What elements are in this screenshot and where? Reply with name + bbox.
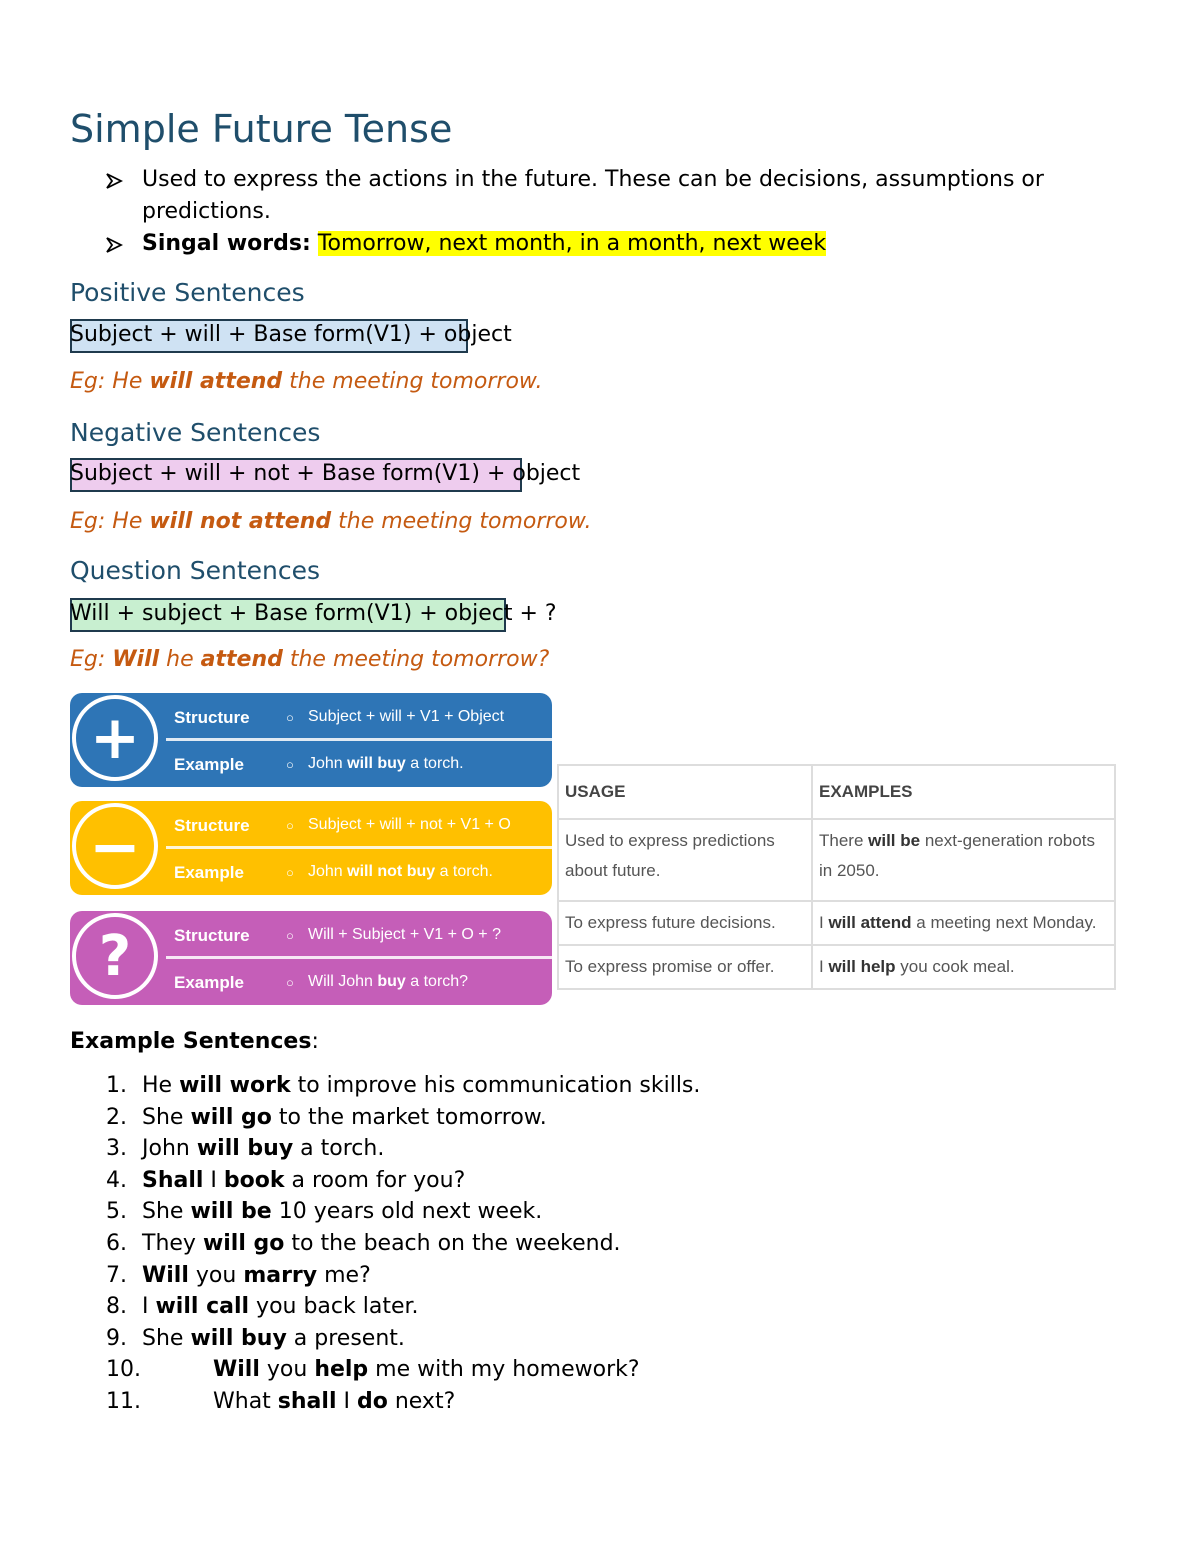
examples-heading: Example Sentences: <box>70 1029 319 1054</box>
list-number: 1. <box>106 1073 127 1098</box>
heading-positive: Positive Sentences <box>70 278 305 307</box>
table-cell-example: I will attend a meeting next Monday. <box>812 901 1115 945</box>
signal-words-highlight: Tomorrow, next month, in a month, next week <box>317 231 827 256</box>
card-example-label: Example <box>174 863 244 882</box>
list-number: 8. <box>106 1294 127 1320</box>
usage-table <box>557 764 1116 990</box>
card-example-label: Example <box>174 973 244 992</box>
table-header: EXAMPLES <box>812 765 1115 819</box>
formula-rest-text: object <box>443 322 512 347</box>
table-cell-usage: To express promise or offer. <box>558 945 812 989</box>
table-cell-example: There will be next-generation robots in 2050. <box>812 819 1115 901</box>
card-negative <box>70 801 552 895</box>
list-number: 6. <box>106 1231 127 1256</box>
card-example: Will John buy a torch? <box>308 973 469 990</box>
list-text: They will go to the beach on the weekend. <box>142 1231 621 1256</box>
list-text: Shall I book a room for you? <box>142 1167 466 1193</box>
formula-rest-text: + object <box>486 461 581 486</box>
formula-negative <box>70 459 580 489</box>
plus-icon: + <box>72 695 158 781</box>
card-structure-label: Structure <box>174 708 250 727</box>
list-number: 7. <box>106 1262 127 1288</box>
card-structure-label: Structure <box>174 926 250 945</box>
bullet-text: Used to express the actions in the future. These can be decisions, assumptions or predictions. <box>142 167 1044 224</box>
question-mark-icon: ? <box>72 913 158 999</box>
card-example-label: Example <box>174 755 244 774</box>
card-divider <box>166 846 552 849</box>
signal-words-label: Singal words: <box>142 231 311 256</box>
list-number: 5. <box>106 1199 127 1225</box>
example-question: Eg: Will he attend the meeting tomorrow? <box>70 647 550 672</box>
card-example: John will not buy a torch. <box>308 863 493 880</box>
card-structure: Subject + will + not + V1 + O <box>308 816 511 833</box>
list-text: Will you help me with my homework? <box>213 1357 640 1383</box>
list-text: She will be 10 years old next week. <box>142 1199 543 1225</box>
list-number: 9. <box>106 1325 127 1351</box>
table-header-row <box>558 765 1115 819</box>
table-cell-example: I will help you cook meal. <box>812 945 1115 989</box>
list-number: 10. <box>106 1357 141 1383</box>
heading-negative: Negative Sentences <box>70 418 321 447</box>
example-negative: Eg: He will not attend the meeting tomorrow. <box>70 509 592 534</box>
circle-bullet-icon: ○ <box>286 757 294 772</box>
table-row <box>558 819 1115 901</box>
circle-bullet-icon: ○ <box>286 865 294 880</box>
list-text: She will buy a present. <box>142 1325 405 1351</box>
table-row <box>558 945 1115 989</box>
arrow-bullet-icon <box>105 164 131 200</box>
list-number: 11. <box>106 1389 141 1414</box>
list-number: 2. <box>106 1104 127 1130</box>
circle-bullet-icon: ○ <box>286 928 294 943</box>
circle-bullet-icon: ○ <box>286 975 294 990</box>
card-divider <box>166 738 552 741</box>
bullet-signal-words <box>105 228 1135 260</box>
list-text: John will buy a torch. <box>142 1136 385 1162</box>
formula-boxed-text: Subject + will + not + Base form(V1) <box>70 461 480 486</box>
card-question <box>70 911 552 1005</box>
formula-boxed-text: Subject + will + Base form(V1) + <box>70 322 437 347</box>
example-positive: Eg: He will attend the meeting tomorrow. <box>70 369 543 394</box>
list-number: 3. <box>106 1136 127 1162</box>
page-title: Simple Future Tense <box>70 107 453 151</box>
card-divider <box>166 956 552 959</box>
table-cell-usage: Used to express predictions about future. <box>558 819 812 901</box>
card-positive <box>70 693 552 787</box>
card-structure-label: Structure <box>174 816 250 835</box>
list-text: What shall I do next? <box>213 1389 456 1414</box>
list-text: I will call you back later. <box>142 1294 419 1320</box>
formula-rest-text: ject + ? <box>472 601 557 626</box>
card-structure: Subject + will + V1 + Object <box>308 708 505 725</box>
table-header: USAGE <box>558 765 812 819</box>
circle-bullet-icon: ○ <box>286 710 294 725</box>
list-text: He will work to improve his communication skills. <box>142 1073 701 1098</box>
formula-positive <box>70 320 512 350</box>
bullet-usage <box>105 164 1135 228</box>
list-number: 4. <box>106 1167 127 1193</box>
heading-question: Question Sentences <box>70 556 321 585</box>
card-example: John will buy a torch. <box>308 755 464 772</box>
circle-bullet-icon: ○ <box>286 818 294 833</box>
minus-icon: − <box>72 803 158 889</box>
list-text: Will you marry me? <box>142 1262 371 1288</box>
arrow-bullet-icon <box>105 228 131 264</box>
table-cell-usage: To express future decisions. <box>558 901 812 945</box>
formula-question <box>70 599 557 629</box>
formula-boxed-text: Will + subject + Base form(V1) + ob <box>70 601 473 626</box>
card-structure: Will + Subject + V1 + O + ? <box>308 926 501 943</box>
table-row <box>558 901 1115 945</box>
list-text: She will go to the market tomorrow. <box>142 1104 547 1130</box>
